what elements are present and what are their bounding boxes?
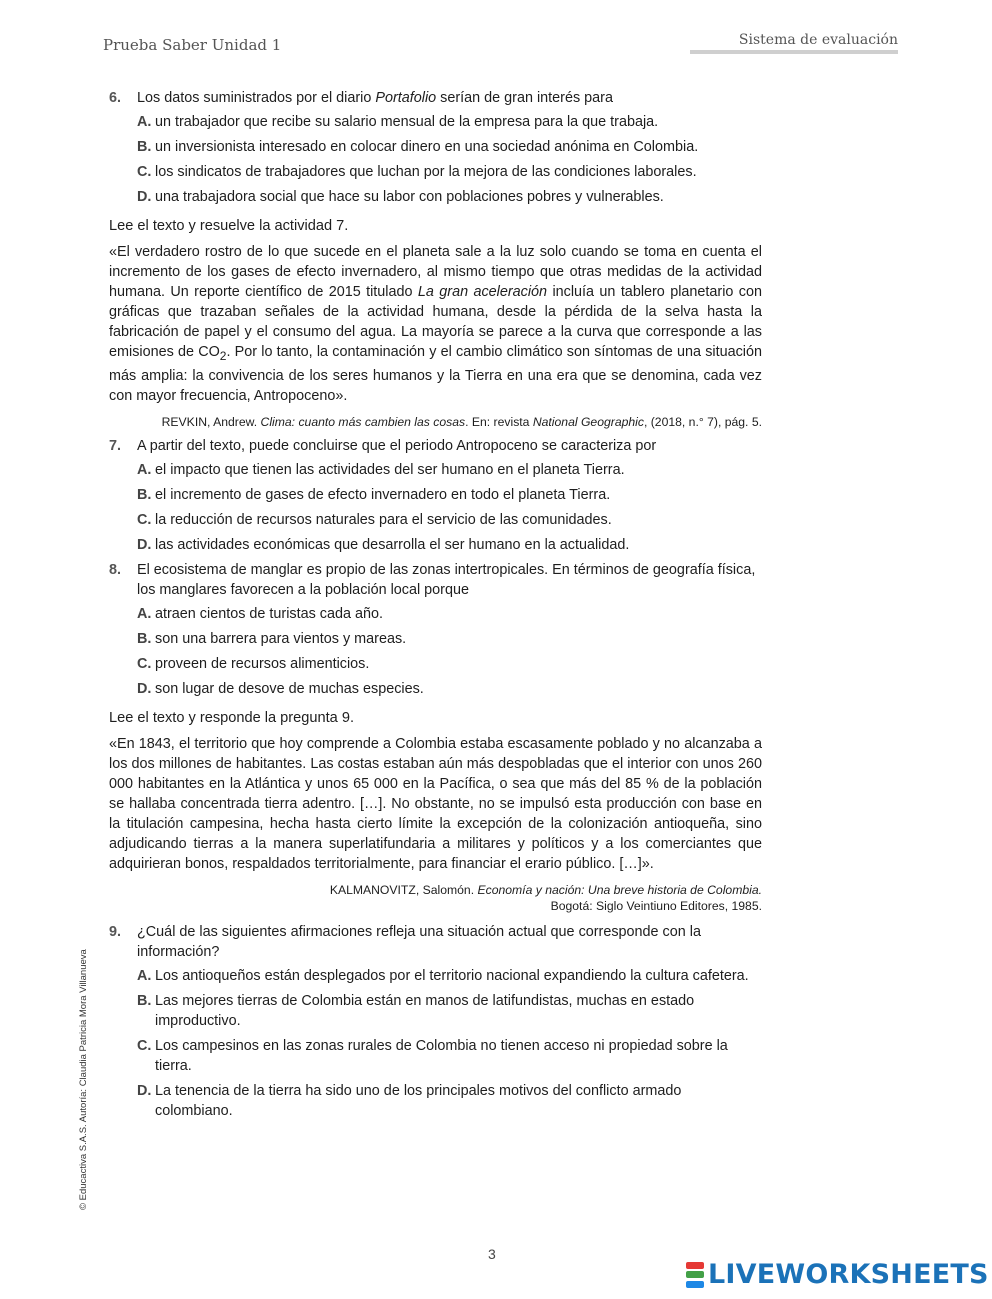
options-list	[137, 460, 762, 555]
option-a[interactable]: A. el impacto que tienen las actividades del ser humano en el planeta Tierra.	[137, 461, 625, 478]
page-number: 3	[488, 1246, 496, 1262]
question-number: 6.	[109, 90, 122, 106]
quote-7: «El verdadero rostro de lo que sucede en el planeta sale a la luz solo cuando se toma en cuenta el incremento de los gases de efecto invernadero, al mismo tiempo que otras medidas de la actividad humana. Un reporte científico de 2015 titulado La gran aceleración incluía un tablero planetario con gráficas que trazaban señales de la actividad humana, desde la pérdida de la selva hasta la fabricación de papel y el consumo del agua. La mayoría se parece a la curva que corresponde a las emisiones de $CO_2$. Por lo tanto, la contaminación y el cambio climático son síntomas de una situación más amplia: la convivencia de los seres humanos y la Tierra en una era que se denomina, cada vez con mayor frecuencia, Antropoceno».	[109, 244, 762, 404]
question-stem: A partir del texto, puede concluirse que el periodo Antropoceno se caracteriza por	[137, 437, 657, 454]
liveworksheets-logo[interactable]	[686, 1259, 989, 1290]
question-number: 9.	[109, 923, 122, 940]
options-list	[137, 604, 762, 699]
option-a[interactable]: A. Los antioqueños están desplegados por el territorio nacional expandiendo la cultura cafetera.	[137, 967, 749, 984]
question-number: 7.	[109, 437, 122, 454]
quote-9-source: KALMANOVITZ, Salomón. Economía y nación: Una breve historia de Colombia. Bogotá: Siglo Veintiuno Editores, 1985.	[329, 882, 762, 913]
logo-mark-bar	[686, 1262, 704, 1269]
quote-9: «En 1843, el territorio que hoy comprende a Colombia estaba escasamente poblado y no alcanzaba a los dos millones de habitantes. Las costas estaban aún más despobladas que el interior con unos 260 000 habitantes en la Atlántica y unos 65 000 en la Pacífica, o sea que más del 85 % de la población se hallaba concentrada tierra adentro. […]. No obstante, no se impulsó esta producción con base en la titulación campesina, hecha hasta cierto límite la excepción de la colonización antioqueña, sino adjudicando tierras a la manera superlatifundaria a militares y políticos y a los comerciantes que adquirieran bonos, respaldados territorialmente, para financiar el erario público. […]».	[109, 735, 762, 872]
sidebar-credit: © Educactiva S.A.S. Autoría: Claudia Patricia Mora Villanueva	[78, 949, 89, 1210]
options-list	[137, 966, 762, 1121]
question-8	[109, 560, 762, 699]
option-d[interactable]: D. una trabajadora social que hace su labor con poblaciones pobres y vulnerables.	[137, 189, 664, 205]
option-b[interactable]: B. un inversionista interesado en colocar dinero en una sociedad anónima en Colombia.	[137, 139, 699, 155]
option-d[interactable]: D. son lugar de desove de muchas especies.	[137, 680, 424, 697]
option-b[interactable]: B. el incremento de gases de efecto invernadero en todo el planeta Tierra.	[137, 486, 611, 503]
option-b[interactable]: B. son una barrera para vientos y mareas.	[137, 630, 407, 647]
instruction-7: Lee el texto y resuelve la actividad 7.	[109, 218, 349, 234]
logo-mark-bar	[686, 1281, 704, 1288]
question-9	[109, 922, 762, 1121]
question-stem: Los datos suministrados por el diario Portafolio serían de gran interés para	[137, 90, 613, 106]
options-list	[137, 112, 762, 207]
instruction-9: Lee el texto y responde la pregunta 9.	[109, 709, 355, 726]
option-d[interactable]: D. La tenencia de la tierra ha sido uno de los principales motivos del conflicto armado colombiano.	[137, 1082, 682, 1119]
question-stem: ¿Cuál de las siguientes afirmaciones refleja una situación actual que corresponde con la información?	[137, 923, 701, 960]
header-left-title: Prueba Saber Unidad 1	[103, 36, 282, 54]
option-c[interactable]: C. proveen de recursos alimenticios.	[137, 655, 370, 672]
logo-mark-bar	[686, 1271, 704, 1278]
question-number: 8.	[109, 561, 122, 578]
question-stem: El ecosistema de manglar es propio de las zonas intertropicales. En términos de geografía física, los manglares favorecen a la población local porque	[137, 561, 756, 598]
option-c[interactable]: C. Los campesinos en las zonas rurales de Colombia no tienen acceso ni propiedad sobre la tierra.	[137, 1037, 728, 1074]
logo-mark-icon	[686, 1262, 704, 1288]
option-c[interactable]: C. los sindicatos de trabajadores que luchan por la mejora de las condiciones laborales.	[137, 164, 697, 180]
quote-7-source: REVKIN, Andrew. Clima: cuanto más cambien las cosas. En: revista National Geographic, (2018, n.° 7), pág. 5.	[161, 414, 762, 429]
page-content	[109, 88, 762, 1126]
question-7	[109, 436, 762, 555]
option-b[interactable]: B. Las mejores tierras de Colombia están en manos de latifundistas, muchas en estado improductivo.	[137, 992, 695, 1029]
logo-text: LIVEWORKSHEETS	[708, 1259, 989, 1290]
question-6	[109, 88, 762, 207]
option-a[interactable]: A. atraen cientos de turistas cada año.	[137, 605, 383, 622]
header-right-title: Sistema de evaluación	[690, 32, 898, 54]
option-c[interactable]: C. la reducción de recursos naturales para el servicio de las comunidades.	[137, 511, 612, 528]
option-d[interactable]: D. las actividades económicas que desarrolla el ser humano en la actualidad.	[137, 536, 630, 553]
option-a[interactable]: A. un trabajador que recibe su salario mensual de la empresa para la que trabaja.	[137, 114, 659, 130]
